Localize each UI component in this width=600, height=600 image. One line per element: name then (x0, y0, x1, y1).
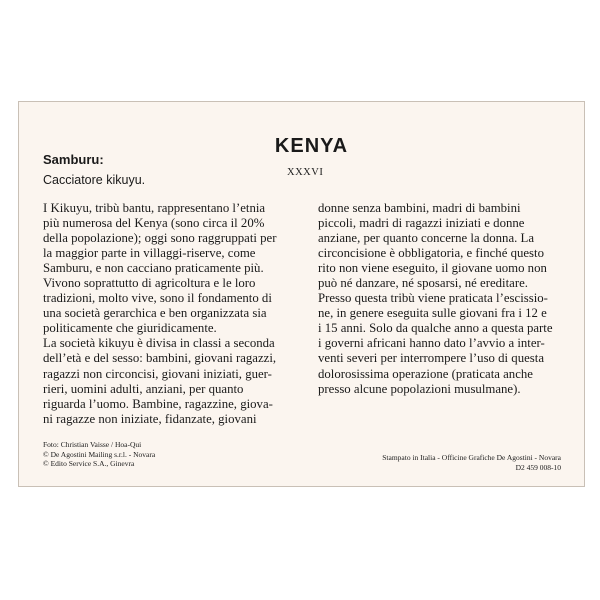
text-line: una società gerarchica e ben organizzata sia (43, 306, 267, 321)
credit-line: Foto: Christian Vaisse / Hoa-Qui (43, 440, 142, 449)
card-numeral: XXXVI (287, 167, 324, 178)
text-line: i 15 anni. Solo da qualche anno a questa parte (318, 321, 553, 336)
text-line: ragazzi non circoncisi, giovani iniziati, guer- (43, 366, 272, 381)
text-line: presso alcune popolazioni musulmane). (318, 381, 521, 396)
text-line: Presso questa tribù viene praticata l’escissio- (318, 291, 548, 306)
text-line: piccoli, madri di ragazzi iniziati e donne (318, 216, 525, 231)
text-line: I Kikuyu, tribù bantu, rappresentano l’etnia (43, 201, 266, 215)
catalog-code: D2 459 008-10 (515, 462, 561, 472)
text-line: rieri, uomini adulti, anziani, per quanto (43, 381, 244, 396)
text-line: i governi africani hanno dato l’avvio a inter- (318, 336, 545, 351)
subject-heading: Samburu: (43, 152, 104, 167)
text-line: donne senza bambini, madri di bambini (318, 201, 521, 215)
printer-line: Stampato in Italia - Officine Grafiche De Agostini - Novara (382, 453, 561, 462)
postcard-back (18, 101, 585, 487)
card-title: KENYA (274, 135, 349, 157)
text-line: più numerosa del Kenya (sono circa il 20% (43, 216, 265, 231)
credit-line: © Edito Service S.A., Ginevra (43, 459, 135, 469)
text-line: circoncisione è obbligatoria, e finché questo (318, 246, 544, 261)
text-column-right (318, 201, 574, 397)
text-column-left (43, 201, 319, 427)
text-line: anziane, per quanto concerne la donna. La (318, 231, 535, 246)
photo-caption: Cacciatore kikuyu. (43, 173, 146, 187)
text-line: politicamente che giuridicamente. (43, 321, 217, 336)
text-line: riguarda l’uomo. Bambine, ragazzine, giova- (43, 396, 273, 411)
text-line: dell’età e del sesso: bambini, giovani ragazzi, (43, 351, 277, 366)
text-line: dolorosissima operazione (praticata anche (318, 366, 533, 381)
text-line: Samburu, e non cacciano praticamente più. (43, 261, 264, 276)
text-line: della popolazione); oggi sono raggruppati per (43, 231, 277, 246)
text-line: venti severi per interrompere l’uso di questa (318, 351, 545, 366)
text-line: rito non viene eseguito, il giovane uomo non (318, 261, 547, 276)
printer-info (381, 453, 561, 472)
text-line: la maggior parte in villaggi-riserve, come (43, 246, 256, 261)
text-line: ni ragazze non iniziate, fidanzate, giovani (43, 411, 257, 426)
text-line: ne, in genere eseguita sulle giovani fra i 12 e (318, 306, 547, 321)
text-line: tradizioni, molto vive, sono il fondamento di (43, 291, 272, 306)
text-line: può né danzare, né sposarsi, né ereditare. (318, 276, 528, 291)
credit-line: © De Agostini Mailing s.r.l. - Novara (43, 449, 156, 459)
credits (43, 440, 155, 469)
text-line: La società kikuyu è divisa in classi a seconda (43, 336, 275, 351)
text-line: Vivono soprattutto di agricoltura e le loro (43, 276, 256, 291)
